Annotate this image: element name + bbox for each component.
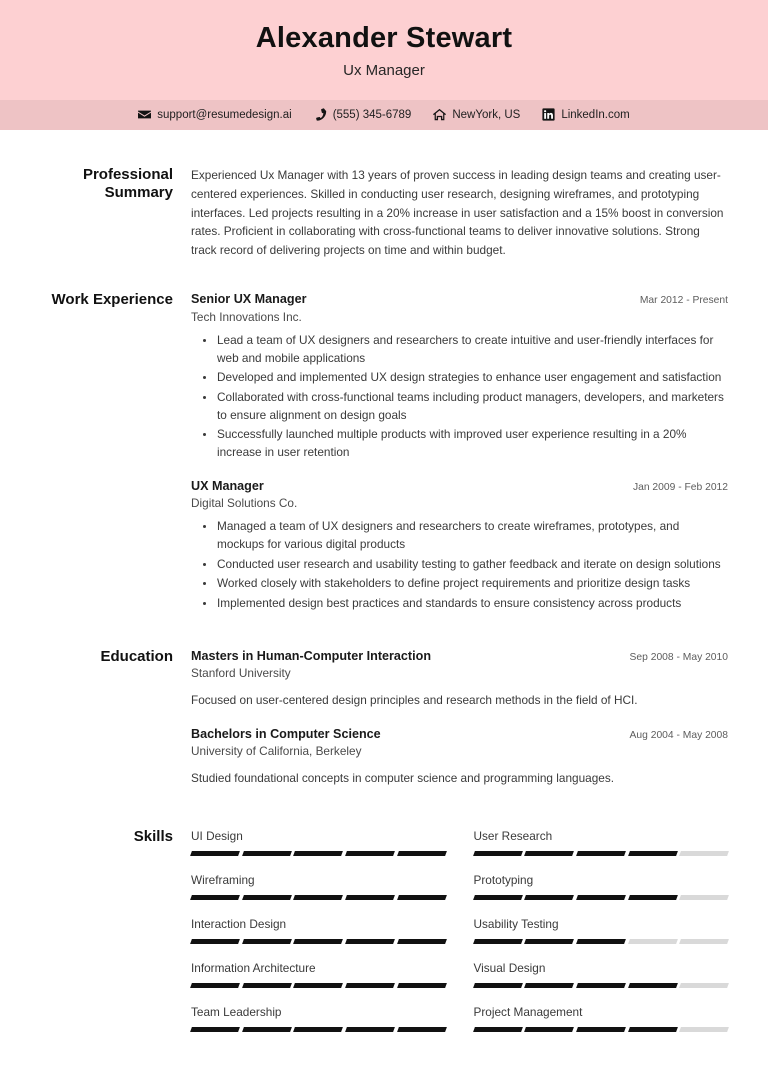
skill-rating-segment bbox=[679, 939, 729, 944]
skill-rating-segment bbox=[242, 983, 292, 988]
section-label-education: Education bbox=[100, 647, 173, 665]
education-description: Focused on user-centered design principles and research methods in the field of HCI. bbox=[191, 693, 638, 708]
contact-bar bbox=[0, 100, 768, 130]
section-skills bbox=[40, 828, 728, 1048]
envelope-icon bbox=[138, 108, 151, 121]
company-name: Tech Innovations Inc. bbox=[191, 309, 302, 324]
skill-rating-segment bbox=[242, 851, 292, 856]
skill-item bbox=[474, 1004, 729, 1048]
skills-grid bbox=[191, 828, 728, 1048]
contact-label: NewYork, US bbox=[452, 108, 521, 121]
skill-item bbox=[191, 872, 446, 916]
skill-name: Interaction Design bbox=[191, 917, 287, 932]
skill-rating-segment bbox=[628, 1027, 678, 1032]
skill-rating-segment bbox=[576, 851, 626, 856]
contact-item-home[interactable] bbox=[433, 108, 520, 121]
responsibility-item: Implemented design best practices and standards to ensure consistency across products bbox=[191, 595, 728, 613]
responsibility-list bbox=[191, 518, 728, 612]
skill-rating-segment bbox=[524, 851, 574, 856]
skill-rating-segment bbox=[190, 851, 240, 856]
entry-date-range: Mar 2012 - Present bbox=[639, 295, 728, 307]
education-entry bbox=[191, 726, 728, 788]
skill-rating-segment bbox=[293, 851, 343, 856]
skill-rating-segment bbox=[345, 895, 395, 900]
skill-rating-segment bbox=[397, 939, 447, 944]
skill-name: UI Design bbox=[191, 828, 243, 843]
entry-header bbox=[191, 291, 728, 307]
skill-rating-segment bbox=[345, 1027, 395, 1032]
summary-text: Experienced Ux Manager with 13 years of proven success in leading design teams and creating user-centered experiences. Skilled in conducting user research, designing wireframes, and prototyping interfaces. Led projects resulting in a 20% increase in user satisfaction and a 15% boost in conversion rates. Proficient in collaborating with cross-functional teams to deliver innovative solutions. Strong track record of delivering projects on time and within budget. bbox=[191, 168, 724, 257]
section-work-experience bbox=[40, 291, 728, 614]
skill-rating-segment bbox=[397, 851, 447, 856]
job-title: UX Manager bbox=[191, 478, 264, 493]
skill-rating-segment bbox=[576, 1027, 626, 1032]
responsibility-list bbox=[191, 332, 728, 462]
section-label-skills: Skills bbox=[133, 827, 173, 845]
candidate-name: Alexander Stewart bbox=[255, 22, 513, 54]
skill-name: User Research bbox=[473, 828, 553, 843]
job-title: Senior UX Manager bbox=[191, 292, 307, 307]
skill-rating-segment bbox=[397, 895, 447, 900]
skill-rating-segment bbox=[524, 983, 574, 988]
institution-name: University of California, Berkeley bbox=[191, 744, 362, 759]
skill-rating-segment bbox=[190, 895, 240, 900]
skill-rating-bar bbox=[474, 1027, 729, 1032]
skill-item bbox=[474, 960, 729, 1004]
skill-rating-segment bbox=[473, 851, 523, 856]
education-entry bbox=[191, 648, 728, 710]
section-education bbox=[40, 648, 728, 788]
skill-rating-segment bbox=[628, 851, 678, 856]
skill-rating-segment bbox=[397, 1027, 447, 1032]
entry-date-range: Jan 2009 - Feb 2012 bbox=[632, 481, 728, 493]
contact-item-phone[interactable] bbox=[314, 108, 412, 121]
skill-rating-segment bbox=[576, 983, 626, 988]
contact-item-envelope[interactable] bbox=[138, 108, 291, 121]
skill-rating-segment bbox=[524, 1027, 574, 1032]
skill-rating-segment bbox=[679, 895, 729, 900]
skill-rating-segment bbox=[345, 983, 395, 988]
responsibility-item: Collaborated with cross-functional teams including product managers, developers, and marketers to ensure alignment on design goals bbox=[191, 389, 728, 424]
skill-rating-segment bbox=[345, 851, 395, 856]
skill-rating-segment bbox=[473, 895, 523, 900]
degree-title: Bachelors in Computer Science bbox=[191, 726, 381, 741]
entry-date-range: Sep 2008 - May 2010 bbox=[629, 651, 728, 663]
education-description: Studied foundational concepts in computer science and programming languages. bbox=[191, 771, 614, 786]
contact-label: LinkedIn.com bbox=[561, 108, 630, 121]
phone-icon bbox=[314, 108, 327, 121]
skill-rating-segment bbox=[242, 895, 292, 900]
skill-item bbox=[474, 872, 729, 916]
contact-label: (555) 345-6789 bbox=[332, 108, 412, 121]
skill-rating-segment bbox=[473, 939, 523, 944]
skill-rating-segment bbox=[473, 1027, 523, 1032]
skill-rating-segment bbox=[576, 895, 626, 900]
skill-item bbox=[191, 1004, 446, 1048]
skill-rating-segment bbox=[473, 983, 523, 988]
skill-rating-segment bbox=[190, 1027, 240, 1032]
home-icon bbox=[433, 108, 446, 121]
responsibility-item: Developed and implemented UX design strategies to enhance user engagement and satisfaction bbox=[191, 369, 728, 387]
skill-name: Visual Design bbox=[473, 961, 546, 976]
skill-name: Team Leadership bbox=[191, 1005, 282, 1020]
skill-rating-bar bbox=[474, 895, 729, 900]
skill-rating-segment bbox=[242, 939, 292, 944]
skill-rating-segment bbox=[524, 895, 574, 900]
skills-body bbox=[191, 828, 728, 1048]
experience-body bbox=[191, 291, 728, 614]
section-professional-summary bbox=[40, 166, 728, 259]
skill-rating-bar bbox=[191, 895, 446, 900]
skill-rating-segment bbox=[293, 983, 343, 988]
entry-header bbox=[191, 726, 728, 742]
skill-item bbox=[474, 916, 729, 960]
responsibility-item: Worked closely with stakeholders to define project requirements and prioritize design tasks bbox=[191, 575, 728, 593]
skill-item bbox=[191, 916, 446, 960]
responsibility-item: Conducted user research and usability testing to gather feedback and iterate on design solutions bbox=[191, 556, 728, 574]
skill-rating-segment bbox=[628, 939, 678, 944]
skill-rating-bar bbox=[191, 939, 446, 944]
summary-body bbox=[191, 166, 728, 259]
responsibility-item: Successfully launched multiple products with improved user experience resulting in a 20% increase in user retention bbox=[191, 426, 728, 461]
linkedin-icon bbox=[542, 108, 555, 121]
section-label-summary: Professional Summary bbox=[82, 166, 173, 202]
contact-item-linkedin[interactable] bbox=[542, 108, 629, 121]
responsibility-item: Managed a team of UX designers and researchers to create wireframes, prototypes, and mockups for various digital products bbox=[191, 518, 728, 553]
skill-rating-bar bbox=[191, 1027, 446, 1032]
contact-label: support@resumedesign.ai bbox=[157, 108, 292, 121]
candidate-job-title: Ux Manager bbox=[343, 62, 425, 80]
skill-rating-segment bbox=[524, 939, 574, 944]
skill-rating-segment bbox=[576, 939, 626, 944]
skill-rating-segment bbox=[293, 895, 343, 900]
resume-content bbox=[0, 166, 768, 1048]
experience-entry bbox=[191, 291, 728, 461]
skill-item bbox=[191, 828, 446, 872]
resume-header bbox=[0, 0, 768, 100]
degree-title: Masters in Human-Computer Interaction bbox=[191, 648, 432, 663]
skill-rating-segment bbox=[190, 983, 240, 988]
skill-rating-segment bbox=[345, 939, 395, 944]
skill-name: Usability Testing bbox=[473, 917, 559, 932]
skill-rating-bar bbox=[474, 851, 729, 856]
responsibility-item: Lead a team of UX designers and researchers to create intuitive and user-friendly interfaces for web and mobile applications bbox=[191, 332, 728, 367]
skill-name: Wireframing bbox=[191, 873, 255, 887]
skill-rating-bar bbox=[474, 983, 729, 988]
skill-rating-segment bbox=[293, 939, 343, 944]
skill-rating-bar bbox=[191, 851, 446, 856]
skill-rating-segment bbox=[293, 1027, 343, 1032]
skill-rating-segment bbox=[628, 983, 678, 988]
skill-rating-segment bbox=[628, 895, 678, 900]
experience-entry bbox=[191, 478, 728, 613]
entry-header bbox=[191, 648, 728, 664]
skill-rating-segment bbox=[397, 983, 447, 988]
entry-header bbox=[191, 478, 728, 494]
institution-name: Stanford University bbox=[191, 665, 291, 680]
skill-rating-segment bbox=[679, 851, 729, 856]
skill-item bbox=[474, 828, 729, 872]
skill-name: Prototyping bbox=[473, 873, 534, 887]
skill-rating-bar bbox=[474, 939, 729, 944]
entry-date-range: Aug 2004 - May 2008 bbox=[629, 729, 728, 741]
skill-rating-segment bbox=[190, 939, 240, 944]
skill-name: Project Management bbox=[473, 1005, 583, 1020]
company-name: Digital Solutions Co. bbox=[191, 496, 298, 511]
section-label-experience: Work Experience bbox=[51, 291, 173, 309]
education-body bbox=[191, 648, 728, 788]
skill-rating-bar bbox=[191, 983, 446, 988]
skill-name: Information Architecture bbox=[191, 961, 316, 976]
skill-rating-segment bbox=[242, 1027, 292, 1032]
skill-rating-segment bbox=[679, 983, 729, 988]
skill-rating-segment bbox=[679, 1027, 729, 1032]
skill-item bbox=[191, 960, 446, 1004]
